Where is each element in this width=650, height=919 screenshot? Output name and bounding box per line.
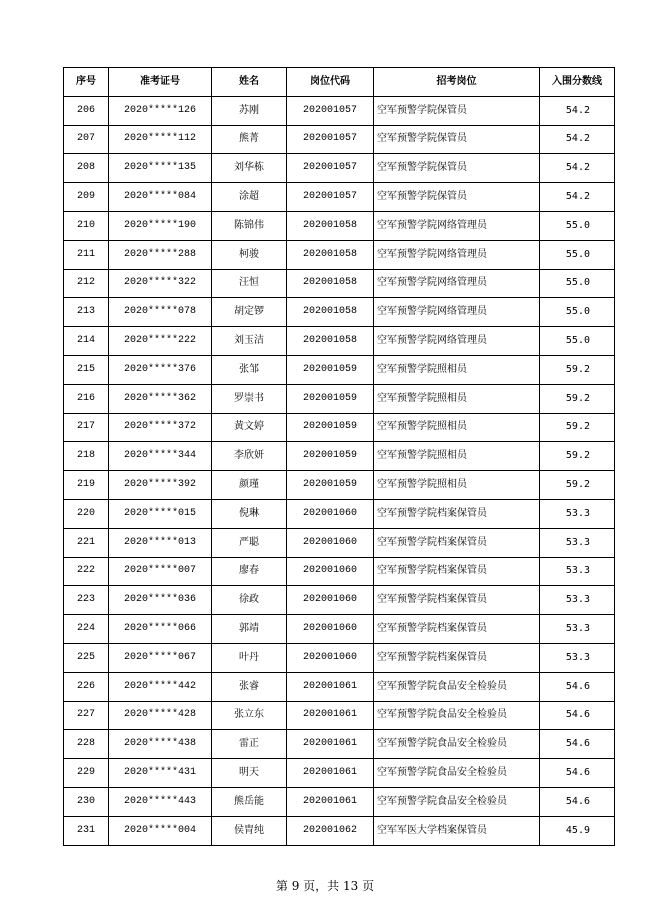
cell-name: 胡定锣 [212, 298, 287, 327]
cell-cutoff-score: 53.3 [540, 586, 615, 615]
cell-cutoff-score: 55.0 [540, 211, 615, 240]
cell-exam-id: 2020*****372 [109, 413, 212, 442]
cell-position-code: 202001060 [287, 557, 374, 586]
cell-exam-id: 2020*****078 [109, 298, 212, 327]
cell-exam-id: 2020*****007 [109, 557, 212, 586]
table-header-row [64, 68, 615, 97]
cell-position: 空军预警学院保管员 [374, 125, 540, 154]
cell-cutoff-score: 55.0 [540, 327, 615, 356]
cell-cutoff-score: 53.3 [540, 643, 615, 672]
cell-name: 严聪 [212, 528, 287, 557]
results-table [63, 67, 615, 846]
cell-seq: 226 [64, 672, 109, 701]
cell-name: 李欣妍 [212, 442, 287, 471]
cell-exam-id: 2020*****392 [109, 471, 212, 500]
cell-name: 柯骏 [212, 240, 287, 269]
cell-position: 空军预警学院食品安全检验员 [374, 701, 540, 730]
table-row [64, 528, 615, 557]
cell-position-code: 202001059 [287, 471, 374, 500]
cell-position: 空军预警学院档案保管员 [374, 499, 540, 528]
cell-name: 陈锦伟 [212, 211, 287, 240]
cell-seq: 230 [64, 787, 109, 816]
cell-seq: 214 [64, 327, 109, 356]
cell-name: 张睿 [212, 672, 287, 701]
cell-seq: 213 [64, 298, 109, 327]
cell-cutoff-score: 53.3 [540, 528, 615, 557]
cell-name: 黄文婷 [212, 413, 287, 442]
cell-position-code: 202001060 [287, 499, 374, 528]
cell-position-code: 202001060 [287, 528, 374, 557]
cell-position: 空军军医大学档案保管员 [374, 816, 540, 845]
cell-exam-id: 2020*****190 [109, 211, 212, 240]
cell-seq: 225 [64, 643, 109, 672]
cell-exam-id: 2020*****135 [109, 154, 212, 183]
cell-exam-id: 2020*****015 [109, 499, 212, 528]
cell-seq: 209 [64, 183, 109, 212]
cell-seq: 222 [64, 557, 109, 586]
cell-name: 叶丹 [212, 643, 287, 672]
cell-cutoff-score: 54.6 [540, 701, 615, 730]
cell-position-code: 202001058 [287, 298, 374, 327]
cell-position: 空军预警学院食品安全检验员 [374, 787, 540, 816]
cell-position-code: 202001061 [287, 701, 374, 730]
cell-cutoff-score: 59.2 [540, 471, 615, 500]
cell-position-code: 202001058 [287, 240, 374, 269]
cell-exam-id: 2020*****428 [109, 701, 212, 730]
cell-position: 空军预警学院照相员 [374, 471, 540, 500]
cell-position-code: 202001059 [287, 355, 374, 384]
cell-name: 郭靖 [212, 615, 287, 644]
table-row [64, 816, 615, 845]
cell-exam-id: 2020*****443 [109, 787, 212, 816]
cell-position-code: 202001057 [287, 125, 374, 154]
cell-position: 空军预警学院档案保管员 [374, 528, 540, 557]
cell-position: 空军预警学院照相员 [374, 442, 540, 471]
cell-position: 空军预警学院保管员 [374, 96, 540, 125]
cell-position-code: 202001059 [287, 384, 374, 413]
cell-cutoff-score: 54.6 [540, 759, 615, 788]
cell-position: 空军预警学院照相员 [374, 413, 540, 442]
table-row [64, 211, 615, 240]
cell-cutoff-score: 54.2 [540, 183, 615, 212]
cell-cutoff-score: 54.6 [540, 787, 615, 816]
table-row [64, 672, 615, 701]
cell-position-code: 202001059 [287, 413, 374, 442]
cell-exam-id: 2020*****112 [109, 125, 212, 154]
cell-position-code: 202001058 [287, 211, 374, 240]
cell-name: 张立东 [212, 701, 287, 730]
table-row [64, 413, 615, 442]
cell-seq: 216 [64, 384, 109, 413]
header-position-code: 岗位代码 [287, 68, 374, 97]
table-row [64, 643, 615, 672]
cell-exam-id: 2020*****376 [109, 355, 212, 384]
header-cutoff-score: 入围分数线 [540, 68, 615, 97]
page-footer: 第 9 页，共 13 页 [275, 879, 375, 893]
cell-exam-id: 2020*****442 [109, 672, 212, 701]
cell-cutoff-score: 59.2 [540, 442, 615, 471]
cell-cutoff-score: 54.2 [540, 154, 615, 183]
cell-exam-id: 2020*****438 [109, 730, 212, 759]
cell-position: 空军预警学院网络管理员 [374, 240, 540, 269]
table-row [64, 586, 615, 615]
cell-exam-id: 2020*****067 [109, 643, 212, 672]
table-row [64, 298, 615, 327]
cell-cutoff-score: 59.2 [540, 413, 615, 442]
cell-position: 空军预警学院照相员 [374, 355, 540, 384]
cell-exam-id: 2020*****036 [109, 586, 212, 615]
cell-seq: 224 [64, 615, 109, 644]
cell-position: 空军预警学院档案保管员 [374, 586, 540, 615]
cell-seq: 229 [64, 759, 109, 788]
cell-name: 汪恒 [212, 269, 287, 298]
cell-seq: 218 [64, 442, 109, 471]
cell-position: 空军预警学院食品安全检验员 [374, 730, 540, 759]
cell-position: 空军预警学院档案保管员 [374, 643, 540, 672]
cell-position: 空军预警学院照相员 [374, 384, 540, 413]
cell-name: 颜瑾 [212, 471, 287, 500]
cell-cutoff-score: 54.6 [540, 730, 615, 759]
cell-name: 熊岳能 [212, 787, 287, 816]
cell-seq: 227 [64, 701, 109, 730]
cell-name: 罗崇书 [212, 384, 287, 413]
cell-cutoff-score: 59.2 [540, 355, 615, 384]
cell-position-code: 202001060 [287, 615, 374, 644]
cell-seq: 223 [64, 586, 109, 615]
table-row [64, 759, 615, 788]
cell-seq: 217 [64, 413, 109, 442]
cell-cutoff-score: 54.2 [540, 96, 615, 125]
cell-cutoff-score: 59.2 [540, 384, 615, 413]
cell-position: 空军预警学院食品安全检验员 [374, 759, 540, 788]
cell-position: 空军预警学院网络管理员 [374, 327, 540, 356]
cell-position: 空军预警学院保管员 [374, 183, 540, 212]
table-row [64, 183, 615, 212]
cell-name: 雷正 [212, 730, 287, 759]
cell-seq: 220 [64, 499, 109, 528]
table-row [64, 154, 615, 183]
cell-exam-id: 2020*****004 [109, 816, 212, 845]
table-row [64, 499, 615, 528]
table-row [64, 701, 615, 730]
cell-seq: 208 [64, 154, 109, 183]
cell-seq: 231 [64, 816, 109, 845]
cell-position-code: 202001060 [287, 586, 374, 615]
cell-exam-id: 2020*****431 [109, 759, 212, 788]
cell-exam-id: 2020*****288 [109, 240, 212, 269]
cell-position-code: 202001061 [287, 787, 374, 816]
cell-cutoff-score: 53.3 [540, 499, 615, 528]
cell-position-code: 202001060 [287, 643, 374, 672]
table-row [64, 730, 615, 759]
cell-cutoff-score: 45.9 [540, 816, 615, 845]
cell-name: 廖春 [212, 557, 287, 586]
cell-seq: 215 [64, 355, 109, 384]
cell-position-code: 202001057 [287, 183, 374, 212]
cell-name: 熊菁 [212, 125, 287, 154]
cell-seq: 212 [64, 269, 109, 298]
cell-name: 刘华栋 [212, 154, 287, 183]
cell-seq: 210 [64, 211, 109, 240]
cell-position-code: 202001057 [287, 154, 374, 183]
cell-position: 空军预警学院档案保管员 [374, 615, 540, 644]
cell-cutoff-score: 53.3 [540, 557, 615, 586]
cell-position: 空军预警学院保管员 [374, 154, 540, 183]
cell-name: 苏刚 [212, 96, 287, 125]
cell-cutoff-score: 54.2 [540, 125, 615, 154]
cell-position-code: 202001059 [287, 442, 374, 471]
cell-cutoff-score: 55.0 [540, 298, 615, 327]
cell-position-code: 202001061 [287, 759, 374, 788]
cell-exam-id: 2020*****066 [109, 615, 212, 644]
cell-seq: 228 [64, 730, 109, 759]
table-row [64, 240, 615, 269]
cell-name: 倪琳 [212, 499, 287, 528]
table-row [64, 384, 615, 413]
table-row [64, 442, 615, 471]
cell-seq: 206 [64, 96, 109, 125]
cell-name: 侯胄纯 [212, 816, 287, 845]
table-row [64, 96, 615, 125]
cell-exam-id: 2020*****126 [109, 96, 212, 125]
cell-name: 刘玉洁 [212, 327, 287, 356]
table-row [64, 471, 615, 500]
cell-seq: 221 [64, 528, 109, 557]
table-row [64, 355, 615, 384]
cell-position: 空军预警学院档案保管员 [374, 557, 540, 586]
cell-name: 明天 [212, 759, 287, 788]
cell-position-code: 202001057 [287, 96, 374, 125]
cell-position-code: 202001061 [287, 672, 374, 701]
cell-exam-id: 2020*****222 [109, 327, 212, 356]
header-exam-id: 准考证号 [109, 68, 212, 97]
table-row [64, 125, 615, 154]
cell-exam-id: 2020*****362 [109, 384, 212, 413]
cell-seq: 207 [64, 125, 109, 154]
header-seq: 序号 [64, 68, 109, 97]
table-row [64, 557, 615, 586]
header-position: 招考岗位 [374, 68, 540, 97]
cell-exam-id: 2020*****084 [109, 183, 212, 212]
table-row [64, 327, 615, 356]
cell-cutoff-score: 55.0 [540, 269, 615, 298]
cell-position: 空军预警学院食品安全检验员 [374, 672, 540, 701]
table-row [64, 787, 615, 816]
cell-position-code: 202001061 [287, 730, 374, 759]
cell-seq: 211 [64, 240, 109, 269]
cell-position-code: 202001058 [287, 327, 374, 356]
cell-exam-id: 2020*****344 [109, 442, 212, 471]
table-row [64, 269, 615, 298]
cell-exam-id: 2020*****013 [109, 528, 212, 557]
cell-position-code: 202001058 [287, 269, 374, 298]
cell-name: 张邹 [212, 355, 287, 384]
cell-position: 空军预警学院网络管理员 [374, 211, 540, 240]
cell-position-code: 202001062 [287, 816, 374, 845]
cell-name: 涂超 [212, 183, 287, 212]
cell-cutoff-score: 53.3 [540, 615, 615, 644]
cell-cutoff-score: 54.6 [540, 672, 615, 701]
cell-seq: 219 [64, 471, 109, 500]
cell-name: 徐政 [212, 586, 287, 615]
cell-cutoff-score: 55.0 [540, 240, 615, 269]
cell-position: 空军预警学院网络管理员 [374, 298, 540, 327]
header-name: 姓名 [212, 68, 287, 97]
cell-position: 空军预警学院网络管理员 [374, 269, 540, 298]
cell-exam-id: 2020*****322 [109, 269, 212, 298]
table-row [64, 615, 615, 644]
